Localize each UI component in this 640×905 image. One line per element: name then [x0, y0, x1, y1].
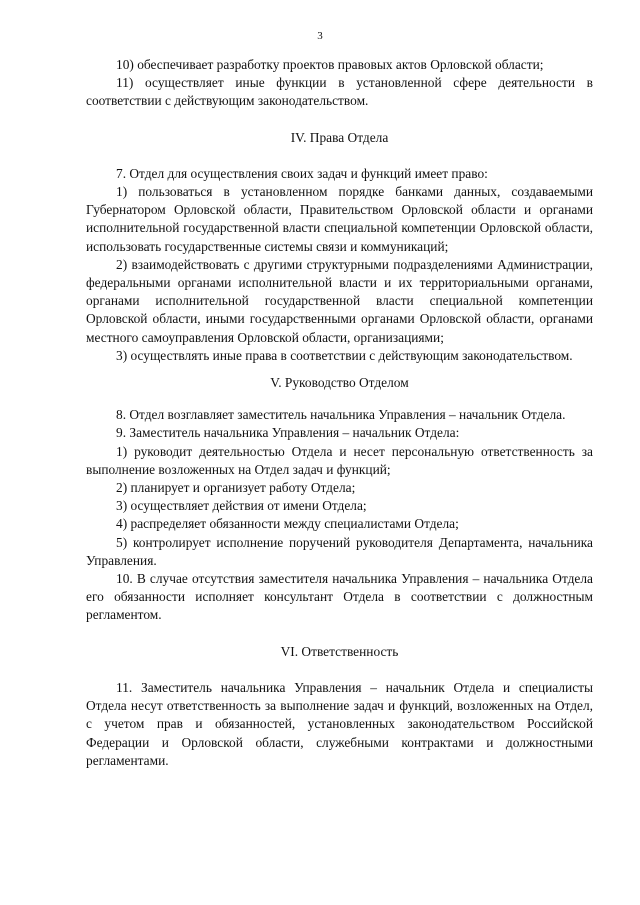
- item-11: 11) осуществляет иные функции в установленной сфере деятельности в соответствии с действующим законодательством.: [86, 75, 593, 109]
- right-2: 2) взаимодействовать с другими структурными подразделениями Администрации, федеральными органами исполнительной власти и их территориальными органами, органами исполнительной государственной власти специальной компетенции Орловской области, иными государственными органами Орловской области, органами местного самоуправления Орловской области, организациями;: [86, 256, 593, 345]
- duty-5: 5) контролирует исполнение поручений руководителя Департамента, начальника Управления.: [86, 534, 593, 568]
- duty-1: 1) руководит деятельностью Отдела и несет персональную ответственность за выполнение возложенных на Отдел задач и функций;: [86, 443, 593, 477]
- paragraph-8: 8. Отдел возглавляет заместитель начальника Управления – начальник Отдела.: [116, 407, 566, 423]
- paragraph-11: 11. Заместитель начальника Управления – начальник Отдела и специалисты Отдела несут ответственность за выполнение задач и функций, возложенных на Отдел, с учетом прав и обязанностей, установленных законодательством Российской Федерации и Орловской области, служебными контрактами и должностными регламентами.: [86, 679, 593, 768]
- right-1: 1) пользоваться в установленном порядке банками данных, создаваемыми Губернатором Орловской области, Правительством Орловской области и органами исполнительной государственной власти специальной компетенции Орловской области, использовать государственные системы связи и коммуникаций;: [86, 184, 593, 254]
- section-iv-title: IV. Права Отдела: [290, 129, 389, 145]
- duty-2: 2) планирует и организует работу Отдела;: [116, 480, 356, 496]
- duty-3: 3) осуществляет действия от имени Отдела;: [116, 498, 367, 514]
- document-body: [86, 56, 593, 770]
- item-10: 10) обеспечивает разработку проектов правовых актов Орловской области;: [116, 57, 544, 72]
- paragraph-9: 9. Заместитель начальника Управления – начальник Отдела:: [116, 425, 460, 441]
- section-v-title: V. Руководство Отделом: [270, 375, 409, 391]
- page-number: 3: [317, 30, 323, 42]
- paragraph-10: 10. В случае отсутствия заместителя начальника Управления – начальника Отдела его обязанности исполняет консультант Отдела в соответствии с должностным регламентом.: [86, 571, 593, 623]
- duty-4: 4) распределяет обязанности между специалистами Отдела;: [116, 516, 459, 532]
- right-3: 3) осуществлять иные права в соответствии с действующим законодательством.: [116, 347, 573, 363]
- section-vi-title: VI. Ответственность: [280, 643, 399, 659]
- paragraph-7: 7. Отдел для осуществления своих задач и функций имеет право:: [116, 165, 488, 181]
